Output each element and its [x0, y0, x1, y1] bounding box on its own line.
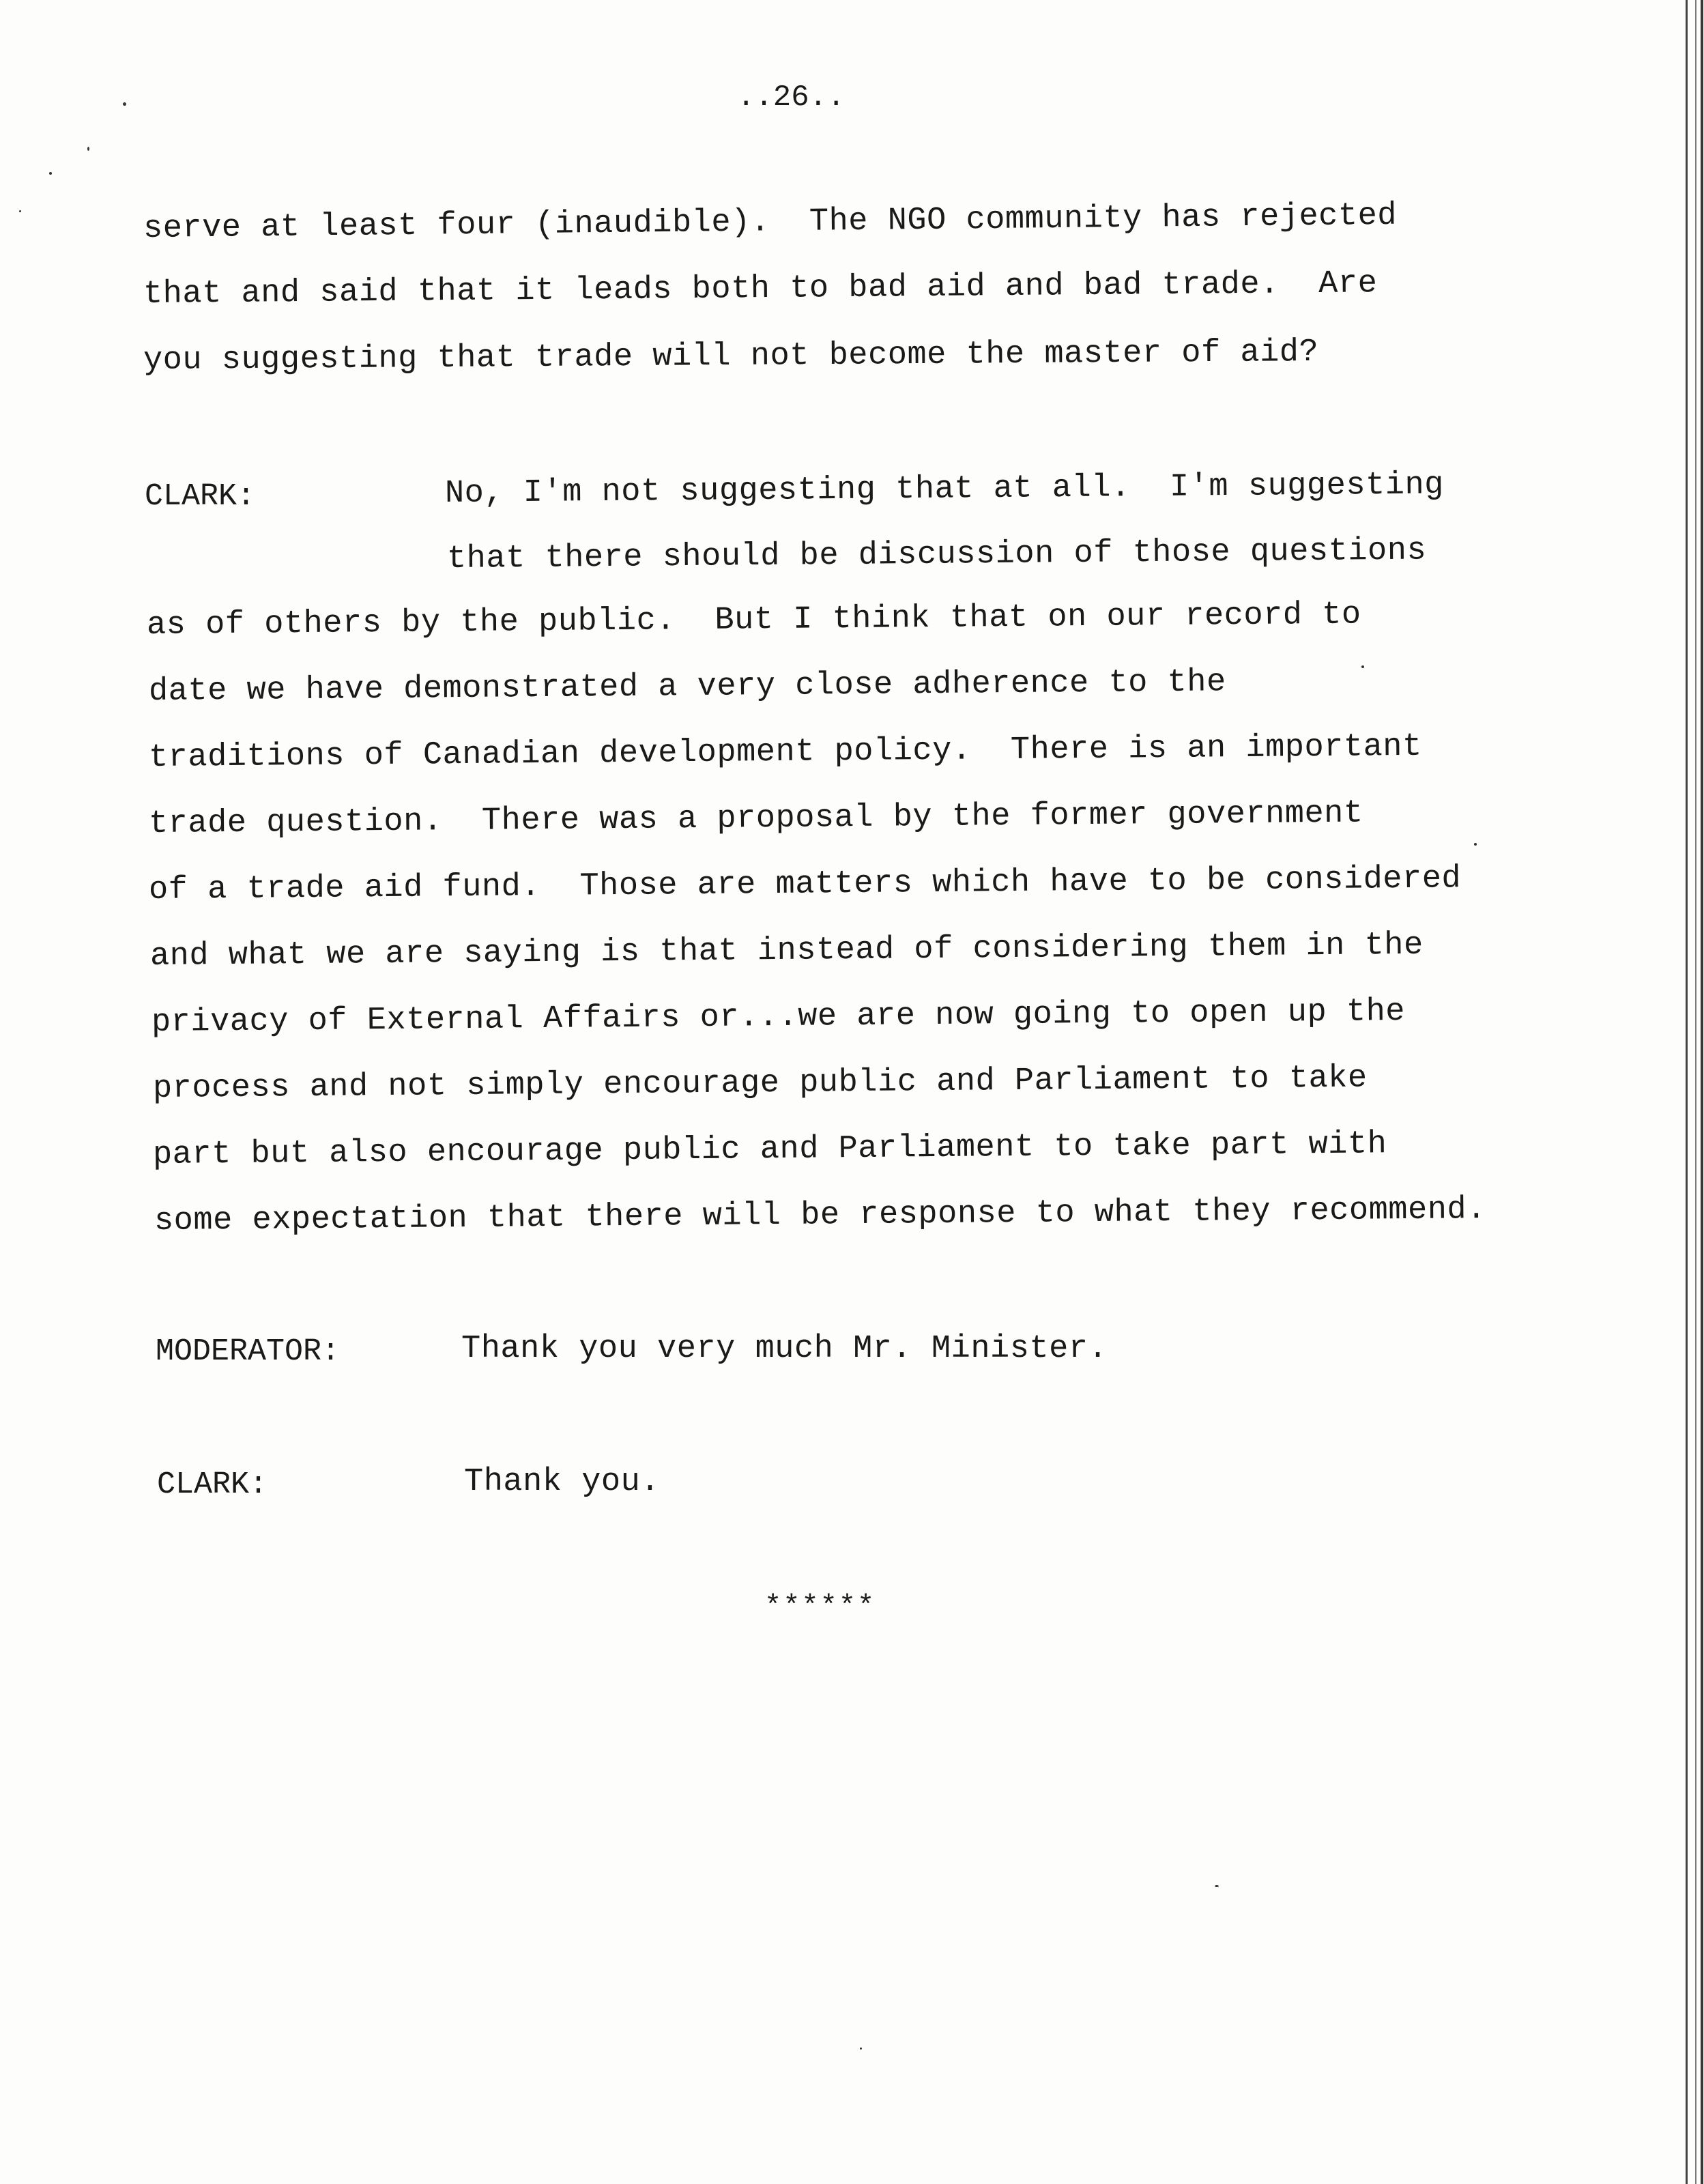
scan-edge-shadow: [1695, 0, 1696, 2184]
text-line: as of others by the public. But I think that on our record to: [146, 597, 1361, 644]
speaker-label: MODERATOR:: [156, 1334, 341, 1369]
text-line: privacy of External Affairs or...we are now going to open up the: [151, 993, 1406, 1041]
text-line: Thank you very much Mr. Minister.: [461, 1331, 1108, 1367]
scan-speck: [1474, 843, 1477, 846]
scan-speck: [123, 102, 126, 106]
text-line: of a trade aid fund. Those are matters which have to be considered: [148, 861, 1462, 908]
scan-edge-shadow: [1701, 0, 1703, 2184]
page-number: ..26..: [737, 81, 846, 115]
text-line: Thank you.: [464, 1464, 661, 1500]
speaker-label: CLARK:: [157, 1467, 268, 1502]
scan-edge-shadow: [1686, 0, 1688, 2184]
scan-speck: [49, 172, 52, 175]
text-line: some expectation that there will be response to what they recommend.: [154, 1191, 1487, 1239]
text-line: that and said that it leads both to bad aid and bad trade. Are: [143, 265, 1378, 313]
text-line: that there should be discussion of those questions: [446, 532, 1427, 577]
scan-speck: [1215, 1885, 1219, 1887]
text-line: process and not simply encourage public and Parliament to take: [152, 1060, 1368, 1107]
text-line: you suggesting that trade will not become the master of aid?: [143, 334, 1319, 379]
text-line: date we have demonstrated a very close adherence to the: [148, 664, 1226, 710]
scan-speck: [1361, 665, 1364, 668]
text-line: part but also encourage public and Parliament to take part with: [152, 1126, 1387, 1173]
text-line: traditions of Canadian development policy. There is an important: [148, 728, 1422, 776]
text-line: and what we are saying is that instead of considering them in the: [149, 927, 1424, 975]
scan-speck: [87, 147, 89, 151]
text-line: trade question. There was a proposal by the former government: [148, 795, 1363, 842]
scan-speck: [19, 210, 21, 212]
text-line: No, I'm not suggesting that at all. I'm suggesting: [444, 467, 1445, 512]
text-line: serve at least four (inaudible). The NGO community has rejected: [143, 197, 1398, 247]
scan-speck: [860, 2048, 862, 2050]
speaker-label: CLARK:: [145, 479, 256, 514]
end-mark: ******: [764, 1590, 876, 1623]
